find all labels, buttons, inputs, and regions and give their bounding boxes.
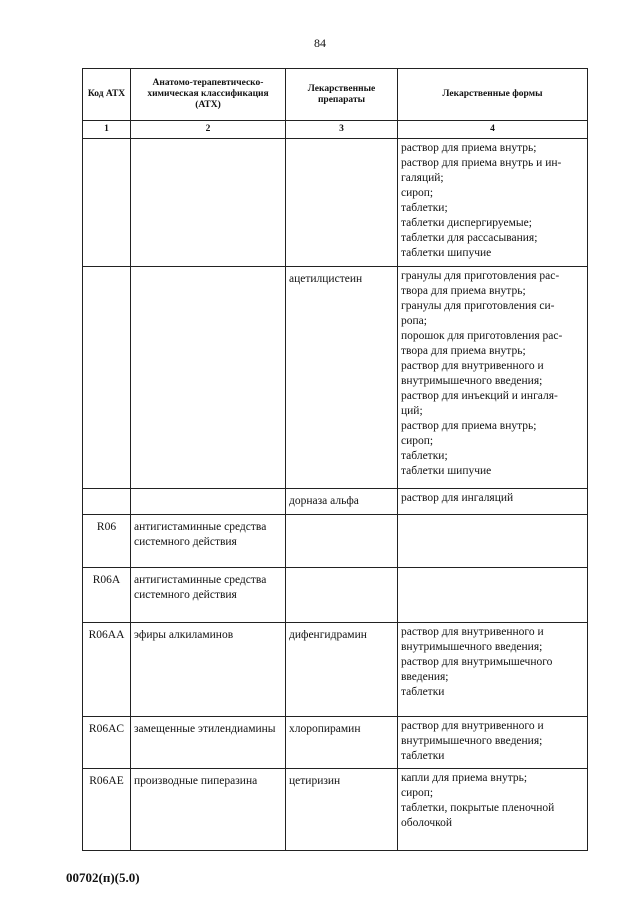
column-number-row — [83, 121, 588, 139]
header-atx-code: Код АТХ — [83, 69, 131, 121]
header-atx-classification: Анатомо-терапевтическо-химическая классификация (АТХ) — [131, 69, 286, 121]
atx-code-cell — [83, 139, 131, 267]
column-number: 3 — [286, 121, 398, 139]
classification-cell: антигистаминные средства системного действия — [131, 515, 286, 568]
table-row — [83, 139, 588, 267]
drug-cell — [286, 139, 398, 267]
table-header-row — [83, 69, 588, 121]
atx-code-cell: R06AC — [83, 717, 131, 769]
atx-code-cell: R06AA — [83, 623, 131, 717]
classification-cell — [131, 139, 286, 267]
dosage-forms-cell: раствор для внутривенного и внутримышечного введения; раствор для внутримышечного введения; таблетки — [398, 623, 588, 717]
drug-cell — [286, 515, 398, 568]
header-dosage-forms: Лекарственные формы — [398, 69, 588, 121]
dosage-forms-cell: раствор для ингаляций — [398, 489, 588, 515]
dosage-forms-cell: гранулы для приготовления рас- твора для приема внутрь; гранулы для приготовления си- ропа; порошок для приготовления рас- твора для приема внутрь; раствор для внутривенного и внутримышечного введения; раствор для инъекций и ингаля- ций; раствор для приема внутрь; сироп; таблетки; таблетки шипучие — [398, 267, 588, 489]
classification-cell: эфиры алкиламинов — [131, 623, 286, 717]
drug-cell: хлоропирамин — [286, 717, 398, 769]
table-row — [83, 267, 588, 489]
atx-code-cell: R06AE — [83, 769, 131, 851]
classification-cell: производные пиперазина — [131, 769, 286, 851]
column-number: 1 — [83, 121, 131, 139]
atx-code-cell — [83, 267, 131, 489]
classification-cell: антигистаминные средства системного действия — [131, 568, 286, 623]
document-footer-code: 00702(п)(5.0) — [66, 870, 140, 885]
atx-code-cell: R06A — [83, 568, 131, 623]
dosage-forms-cell: раствор для приема внутрь; раствор для приема внутрь и ин- галяций; сироп; таблетки; таблетки диспергируемые; таблетки для рассасывания; таблетки шипучие — [398, 139, 588, 267]
dosage-forms-cell — [398, 568, 588, 623]
page-number: 84 — [314, 36, 326, 50]
dosage-forms-cell: раствор для внутривенного и внутримышечного введения; таблетки — [398, 717, 588, 769]
atx-code-cell — [83, 489, 131, 515]
table-row — [83, 623, 588, 717]
column-number: 4 — [398, 121, 588, 139]
table-row — [83, 769, 588, 851]
table-row — [83, 568, 588, 623]
drug-cell — [286, 568, 398, 623]
dosage-forms-cell — [398, 515, 588, 568]
atx-code-cell: R06 — [83, 515, 131, 568]
column-number: 2 — [131, 121, 286, 139]
atx-drug-table — [82, 68, 588, 851]
classification-cell: замещенные этилендиамины — [131, 717, 286, 769]
classification-cell — [131, 489, 286, 515]
drug-cell: цетиризин — [286, 769, 398, 851]
classification-cell — [131, 267, 286, 489]
table-row — [83, 515, 588, 568]
drug-cell: ацетилцистеин — [286, 267, 398, 489]
drug-cell: дорназа альфа — [286, 489, 398, 515]
table-row — [83, 717, 588, 769]
dosage-forms-cell: капли для приема внутрь; сироп; таблетки, покрытые пленочной оболочкой — [398, 769, 588, 851]
table-row — [83, 489, 588, 515]
drug-cell: дифенгидрамин — [286, 623, 398, 717]
header-drugs: Лекарственные препараты — [286, 69, 398, 121]
